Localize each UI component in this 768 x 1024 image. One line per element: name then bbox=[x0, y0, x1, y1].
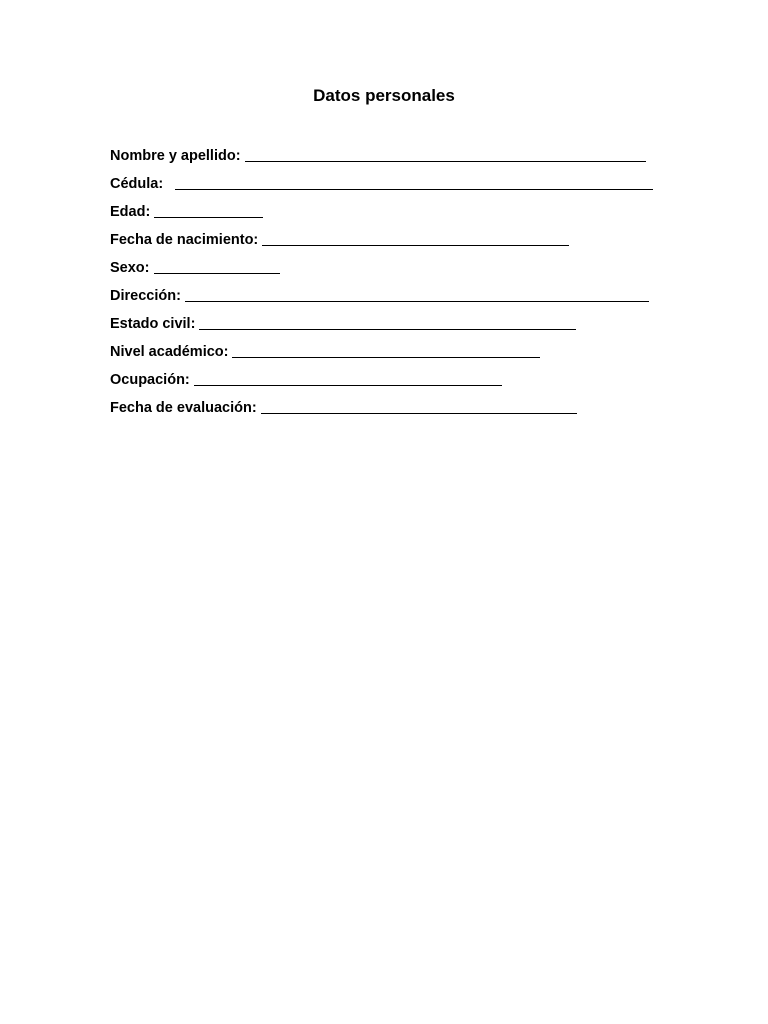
field-label: Nombre y apellido: bbox=[110, 148, 241, 164]
fill-in-line[interactable] bbox=[175, 175, 653, 190]
field-label: Sexo: bbox=[110, 260, 150, 276]
field-edad bbox=[110, 203, 653, 231]
field-sexo bbox=[110, 259, 653, 287]
fill-in-line[interactable] bbox=[154, 203, 263, 218]
fill-in-line[interactable] bbox=[194, 371, 502, 386]
page-title: Datos personales bbox=[313, 86, 455, 105]
field-estado-civil bbox=[110, 315, 653, 343]
field-nombre-apellido bbox=[110, 147, 653, 175]
field-cedula bbox=[110, 175, 653, 203]
field-label: Ocupación: bbox=[110, 372, 190, 388]
field-label: Fecha de evaluación: bbox=[110, 400, 257, 416]
fill-in-line[interactable] bbox=[261, 399, 577, 414]
fill-in-line[interactable] bbox=[185, 287, 649, 302]
fill-in-line[interactable] bbox=[154, 259, 280, 274]
field-label: Fecha de nacimiento: bbox=[110, 232, 259, 248]
fill-in-line[interactable] bbox=[232, 343, 540, 358]
field-ocupacion bbox=[110, 371, 653, 399]
field-fecha-nacimiento bbox=[110, 231, 653, 259]
field-label: Dirección: bbox=[110, 288, 181, 304]
fill-in-line[interactable] bbox=[262, 231, 569, 246]
field-direccion bbox=[110, 287, 653, 315]
field-nivel-academico bbox=[110, 343, 653, 371]
field-label: Nivel académico: bbox=[110, 344, 229, 360]
personal-data-form bbox=[110, 147, 653, 427]
field-label: Estado civil: bbox=[110, 316, 196, 332]
fill-in-line[interactable] bbox=[199, 315, 576, 330]
field-fecha-evaluacion bbox=[110, 399, 653, 427]
fill-in-line[interactable] bbox=[245, 147, 646, 162]
field-label: Cédula: bbox=[110, 176, 168, 192]
field-label: Edad: bbox=[110, 204, 151, 220]
